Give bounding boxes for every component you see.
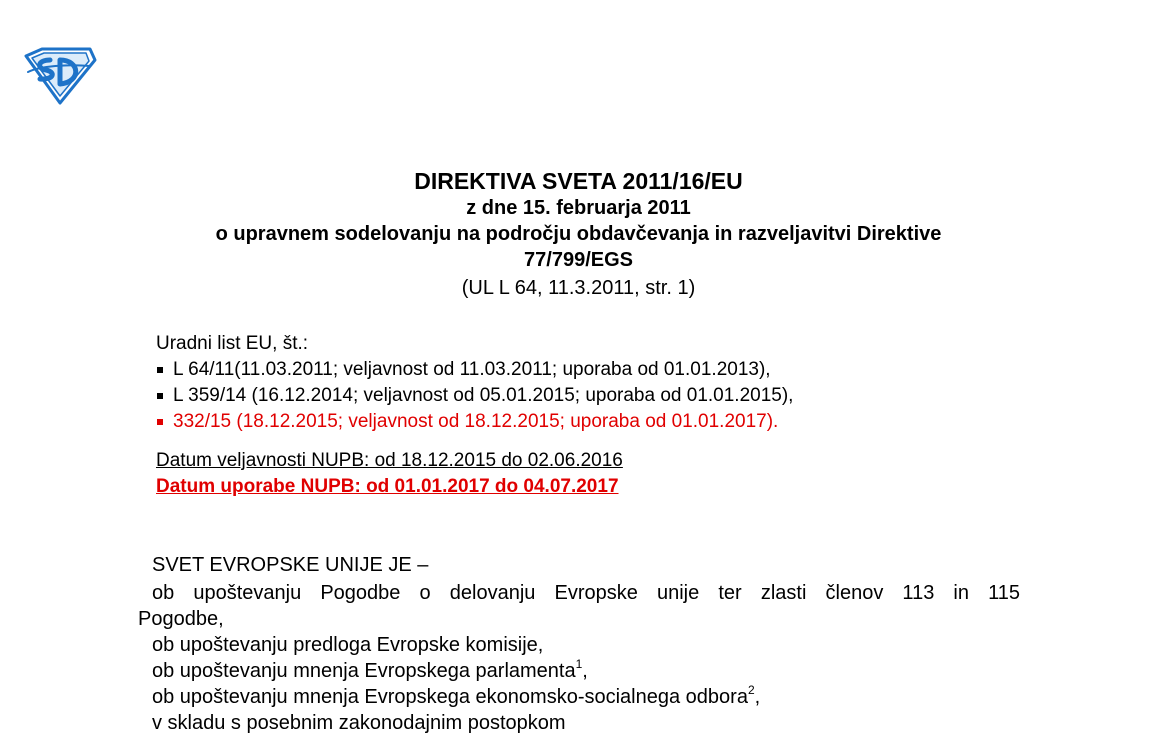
- consolidated-version-dates: [156, 448, 623, 500]
- esc-recital: [138, 684, 1020, 710]
- treaty-recital-line-1: ob upoštevanju Pogodbe o delovanju Evropske unije ter zlasti členov 113 in 115: [152, 582, 1020, 604]
- procedure-recital: v skladu s posebnim zakonodajnim postopkom: [152, 712, 566, 734]
- official-journal-item-highlighted: 332/15 (18.12.2015; veljavnost od 18.12.2015; uporaba od 01.01.2017).: [156, 409, 793, 435]
- document-header: [0, 167, 1157, 303]
- footnote-reference-1[interactable]: 1: [575, 657, 583, 671]
- footnote-reference-2[interactable]: 2: [747, 683, 755, 697]
- esc-recital-punctuation: ,: [754, 686, 761, 708]
- commission-recital: ob upoštevanju predloga Evropske komisije,: [152, 634, 544, 656]
- document-date: z dne 15. februarja 2011: [466, 197, 691, 219]
- validity-date-line: Datum veljavnosti NUPB: od 18.12.2015 do 02.06.2016: [156, 450, 623, 471]
- official-journal-item: L 64/11(11.03.2011; veljavnost od 11.03.2011; uporaba od 01.01.2013),: [156, 357, 793, 383]
- parliament-recital: [138, 658, 1020, 684]
- official-journal-items: [156, 357, 793, 435]
- directive-preamble: [138, 550, 1020, 736]
- document-title: DIREKTIVA SVETA 2011/16/EU: [414, 168, 743, 194]
- official-journal-item: L 359/14 (16.12.2014; veljavnost od 05.01.2015; uporaba od 01.01.2015),: [156, 383, 793, 409]
- parliament-recital-text: ob upoštevanju mnenja Evropskega parlamenta: [152, 660, 576, 682]
- council-statement: SVET EVROPSKE UNIJE JE –: [152, 554, 429, 576]
- document-subject-line-2: 77/799/EGS: [524, 249, 633, 271]
- parliament-recital-punctuation: ,: [582, 660, 588, 682]
- sd-shield-logo-icon: [20, 46, 98, 106]
- application-date-line: Datum uporabe NUPB: od 01.01.2017 do 04.07.2017: [156, 476, 619, 497]
- esc-recital-text: ob upoštevanju mnenja Evropskega ekonomsko-socialnega odbora: [152, 686, 748, 708]
- treaty-recital-line-2: Pogodbe,: [138, 608, 224, 630]
- document-source-reference: (UL L 64, 11.3.2011, str. 1): [461, 277, 696, 299]
- official-journal-list: [156, 331, 793, 435]
- official-journal-heading: Uradni list EU, št.:: [156, 333, 309, 354]
- document-subject-line-1: o upravnem sodelovanju na področju obdavčevanja in razveljavitvi Direktive: [215, 223, 942, 245]
